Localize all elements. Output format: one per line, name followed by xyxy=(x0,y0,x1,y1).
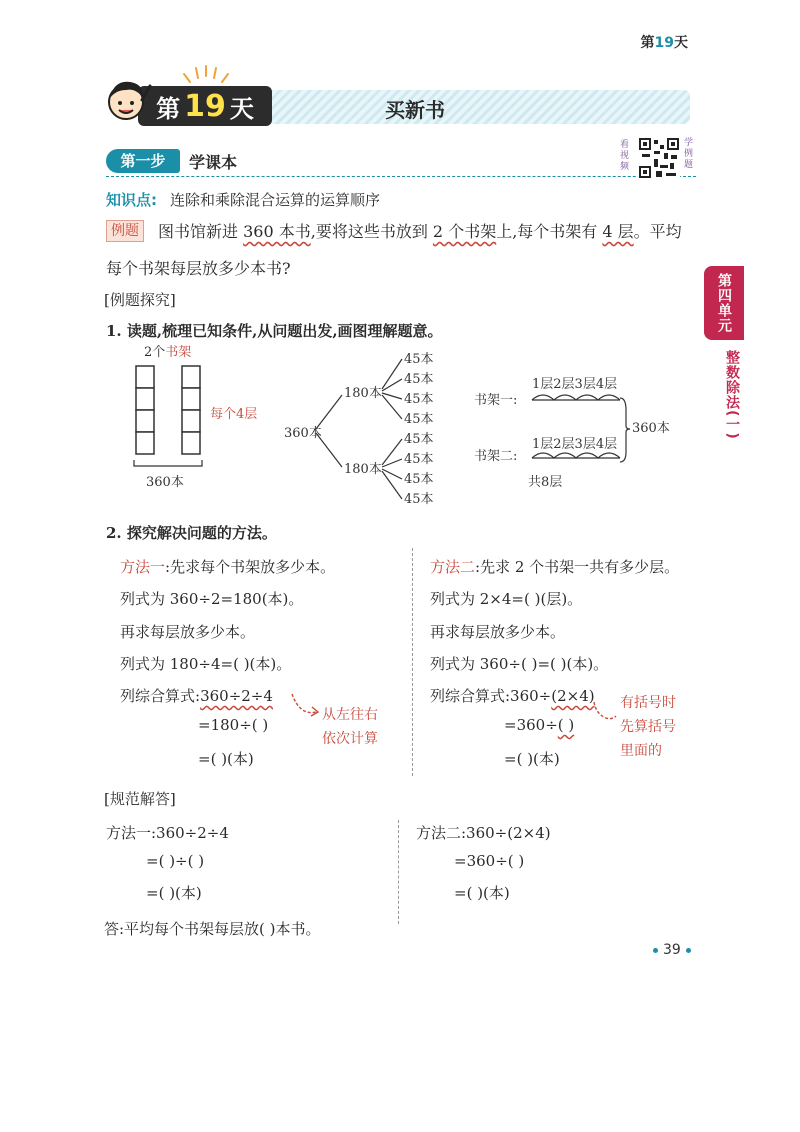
method1-line: 列综合算式:360÷2÷4 xyxy=(120,687,273,705)
shelf1-label: 书架一: xyxy=(474,393,518,408)
tree-root: 360本 xyxy=(284,426,322,441)
method1-note: 依次计算 xyxy=(322,731,378,747)
tree-mid: 180本 xyxy=(344,386,382,401)
answer1-line: =( )÷( ) xyxy=(146,852,205,870)
column-divider xyxy=(398,820,399,924)
arrow-icon xyxy=(592,694,622,730)
tree-leaf: 45本 xyxy=(404,392,434,407)
method2-note: 先算括号 xyxy=(620,719,676,735)
method1-note: 从左往右 xyxy=(322,707,378,723)
knowledge-text: 连除和乘除混合运算的运算顺序 xyxy=(170,191,381,209)
method1-line: =180÷( ) xyxy=(198,716,269,734)
day-label: 第19天 xyxy=(640,35,688,51)
tree-leaf: 45本 xyxy=(404,372,434,387)
final-answer: 答:平均每个书架每层放( )本书。 xyxy=(104,920,321,938)
layers-label: 每个4层 xyxy=(210,407,258,422)
method1-title: 方法一:先求每个书架放多少本。 xyxy=(120,558,336,576)
step-title: 学课本 xyxy=(189,153,238,172)
tree-mid: 180本 xyxy=(344,462,382,477)
shelf-count-label: 2个书架 xyxy=(144,345,192,360)
divider xyxy=(106,176,696,177)
method2-line: 再求每层放多少本。 xyxy=(430,623,566,641)
total-books-label: 360本 xyxy=(146,475,184,490)
unit-topic: 整数除法(一) xyxy=(724,350,740,440)
step1-heading: 1. 读题,梳理已知条件,从问题出发,画图理解题意。 xyxy=(106,322,443,340)
answer2-line: =360÷( ) xyxy=(454,852,525,870)
method1-line: 再求每层放多少本。 xyxy=(120,623,256,641)
qr-code-icon[interactable] xyxy=(638,137,680,179)
page-number: 39 xyxy=(648,942,696,958)
tree-leaf: 45本 xyxy=(404,452,434,467)
example-text-line2: 每个书架每层放多少本书? xyxy=(106,259,291,278)
method2-line: 列式为 2×4=( )(层)。 xyxy=(430,590,583,608)
shelf-diagram xyxy=(128,342,278,494)
answer2-line: 方法二:360÷(2×4) xyxy=(416,824,551,842)
step2-heading: 2. 探究解决问题的方法。 xyxy=(106,524,277,542)
method1-line: =( )(本) xyxy=(198,750,254,768)
method1-line: 列式为 180÷4=( )(本)。 xyxy=(120,655,292,673)
method2-line: 列式为 360÷( )=( )(本)。 xyxy=(430,655,609,673)
tree-leaf: 45本 xyxy=(404,492,434,507)
total-label: 360本 xyxy=(632,421,670,436)
tree-leaf: 45本 xyxy=(404,352,434,367)
tree-diagram xyxy=(280,345,450,513)
method2-line: =360÷( ) xyxy=(504,716,575,734)
step-badge: 第一步 xyxy=(106,149,180,173)
example-tag: 例题 xyxy=(106,220,144,242)
shelf2-label: 书架二: xyxy=(474,449,518,464)
method2-title: 方法二:先求 2 个书架一共有多少层。 xyxy=(430,558,680,576)
answer2-line: =( )(本) xyxy=(454,884,510,902)
answer1-line: 方法一:360÷2÷4 xyxy=(106,824,229,842)
method2-line: 列综合算式:360÷(2×4) xyxy=(430,687,595,705)
page-title: 买新书 xyxy=(385,98,445,122)
tree-leaf: 45本 xyxy=(404,412,434,427)
tree-leaf: 45本 xyxy=(404,472,434,487)
column-divider xyxy=(412,548,413,776)
example-text-line1: 图书馆新进 360 本书,要将这些书放到 2 个书架上,每个书架有 4 层。平均 xyxy=(158,222,682,241)
method1-line: 列式为 360÷2=180(本)。 xyxy=(120,590,304,608)
layers-label: 1层2层3层4层 xyxy=(532,377,618,392)
qr-caption-right: 学例题 xyxy=(684,138,694,170)
method2-line: =( )(本) xyxy=(504,750,560,768)
answer1-line: =( )(本) xyxy=(146,884,202,902)
tree-leaf: 45本 xyxy=(404,432,434,447)
layers-label: 1层2层3层4层 xyxy=(532,437,618,452)
sum-label: 共8层 xyxy=(528,475,563,490)
method2-note: 有括号时 xyxy=(620,695,676,711)
layers-diagram xyxy=(470,370,690,490)
unit-tab[interactable]: 第四单元 xyxy=(704,266,744,340)
mascot-icon xyxy=(104,72,154,128)
method2-note: 里面的 xyxy=(620,743,662,759)
standard-label: [规范解答] xyxy=(104,790,176,808)
explore-label: [例题探究] xyxy=(104,291,176,309)
day-badge: 第 19 天 xyxy=(138,86,272,126)
qr-caption-left: 看视频 xyxy=(620,140,630,172)
knowledge-label: 知识点: xyxy=(106,191,157,209)
